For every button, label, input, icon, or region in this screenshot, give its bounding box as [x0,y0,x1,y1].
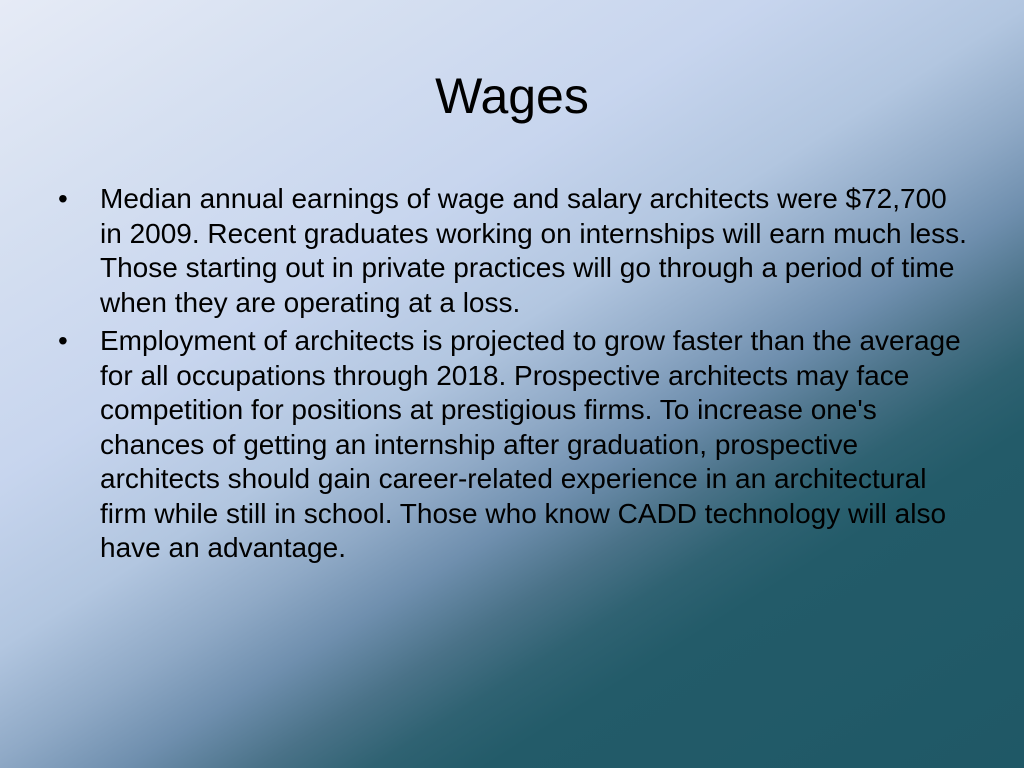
bullet-item [58,324,968,566]
bullet-list [58,182,968,570]
slide-title: Wages [435,68,589,124]
bullet-icon: • [58,325,68,356]
bullet-text: Employment of architects is projected to grow faster than the average for all occupations through 2018. Prospective architects may face competition for positions at prestigious firms. To increase one's chances of getting an internship after graduation, prospective architects should gain career-related experience in an architectural firm while still in school. Those who know CADD technology will also have an advantage. [100,325,961,563]
bullet-text: Median annual earnings of wage and salary architects were $72,700 in 2009. Recent graduates working on internships will earn much less. Those starting out in private practices will go through a period of time when they are operating at a loss. [100,183,967,318]
bullet-item [58,182,968,320]
bullet-icon: • [58,183,68,214]
